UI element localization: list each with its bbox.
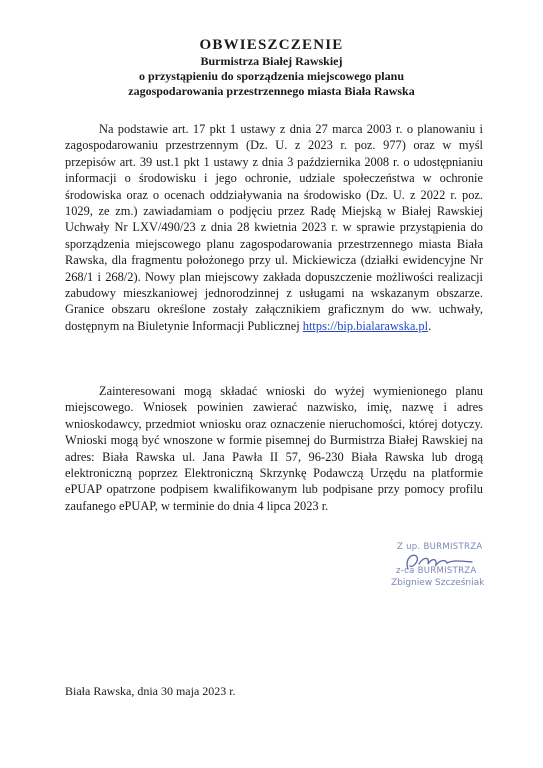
handwritten-signature (386, 548, 496, 574)
subject-line-1: o przystąpieniu do sporządzenia miejscowego planu (138, 69, 404, 83)
issuer-line: Burmistrza Białej Rawskiej (200, 54, 343, 68)
paragraph-1-text: Na podstawie art. 17 pkt 1 ustawy z dnia 27 marca 2003 r. o planowaniu i zagospodarowaniu przestrzennym (Dz. U. z 2023 r. poz. 977) oraz w myśl przepisów art. 39 ust.1 pkt 1 ustawy z dnia 3 października 2008 r. o udostępnianiu informacji o środowisku i jego ochronie, udziale społeczeństwa w ochronie środowiska oraz o ocenach oddziaływania na środowisko (Dz. U. z 2022 r. poz. 1029, ze zm.) zawiadamiam o podjęciu przez Radę Miejską w Białej Rawskiej Uchwały Nr LXV/490/23 z dnia 28 kwietnia 2023 r. w sprawie przystąpienia do sporządzenia miejscowego planu zagospodarowania przestrzennego miasta Biała Rawska, dla fragmentu położonego przy ul. Mickiewicza (działki ewidencyjne Nr 268/1 i 268/2). Nowy plan miejscowy zakłada dopuszczenie możliwości realizacji zabudowy mieszkaniowej jednorodzinnej z usługami na wskazanym obszarze. Granice obszaru określone zostały załącznikiem graficznym do ww. uchwały, dostępnym na Biuletynie Informacji Publicznej (65, 122, 483, 333)
subject-line-2: zagospodarowania przestrzennego miasta Biała Rawska (128, 84, 415, 98)
body-paragraph-2 (65, 383, 483, 514)
document-date: Biała Rawska, dnia 30 maja 2023 r. (65, 684, 236, 698)
document-title: OBWIESZCZENIE (199, 37, 344, 53)
stamp-line-3: Zbigniew Szcześniak (391, 578, 485, 588)
paragraph-1-end: . (428, 318, 432, 333)
stamp-line-2: z-ca BURMISTRZA (396, 566, 477, 576)
stamp-line-1: Z up. BURMISTRZA (397, 542, 483, 552)
bip-link[interactable]: https://bip.bialarawska.pl (302, 318, 429, 333)
paragraph-2-text: Zainteresowani mogą składać wnioski do wyżej wymienionego planu miejscowego. Wniosek powinien zawierać nazwisko, imię, nazwę i adres wnioskodawcy, przedmiot wniosku oraz oznaczenie nieruchomości, której dotyczy. Wnioski mogą być wnoszone w formie pisemnej do Burmistrza Białej Rawskiej na adres: Biała Rawska ul. Jana Pawła II 57, 96-230 Biała Rawska lub drogą elektroniczną poprzez Elektroniczną Skrzynkę Podawczą Urzędu na platformie ePUAP opatrzone podpisem kwalifikowanym lub podpisane przy pomocy profilu zaufanego ePUAP, w terminie do dnia 4 lipca 2023 r. (65, 384, 483, 513)
document-header (0, 36, 543, 99)
body-paragraph-1 (65, 121, 483, 334)
